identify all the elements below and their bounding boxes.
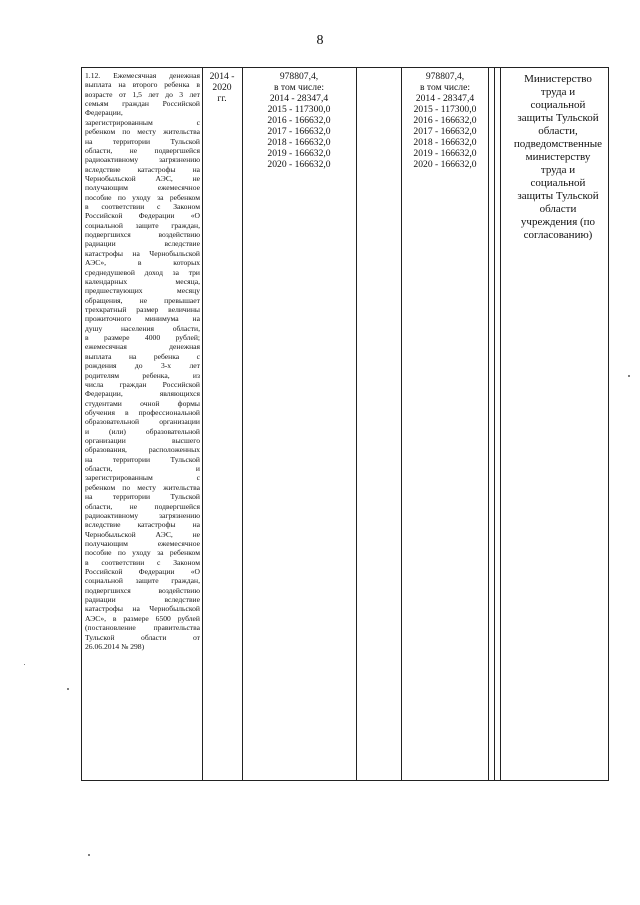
- text-line: согласованию): [523, 229, 593, 241]
- text-line: труда и: [540, 86, 576, 98]
- text-line: гг.: [217, 93, 227, 104]
- text-line: в соответствии с Законом: [85, 557, 200, 567]
- text-line: 2015 - 117300,0: [413, 104, 477, 115]
- measure-description-cell: [85, 71, 200, 651]
- text-line: 2016 - 166632,0: [267, 115, 331, 126]
- scan-speck: [88, 854, 90, 856]
- text-line: Министерство: [524, 73, 592, 85]
- text-line: семьям граждан Российской: [85, 99, 200, 109]
- text-line: на территории Тульской: [85, 454, 200, 464]
- text-line: Российской Федерации «О: [85, 211, 200, 221]
- text-line: 2020 - 166632,0: [413, 159, 477, 170]
- text-line: 978807,4,: [279, 71, 319, 82]
- text-line: календарных месяца,: [85, 276, 200, 286]
- scan-speck: [24, 664, 25, 665]
- column-divider: [488, 68, 489, 780]
- text-line: родителям ребенка, из: [85, 370, 200, 380]
- text-line: образовательной организации: [85, 417, 200, 427]
- text-line: прожиточного минимума на: [85, 314, 200, 324]
- text-line: на территории Тульской: [85, 136, 200, 146]
- text-line: пособие по уходу за ребенком: [85, 192, 200, 202]
- scan-speck: [628, 375, 630, 377]
- column-divider: [242, 68, 243, 780]
- text-line: обращения, не превышает: [85, 295, 200, 305]
- text-line: труда и: [540, 164, 576, 176]
- text-line: выплата на ребенка с: [85, 351, 200, 361]
- text-line: 2014 - 28347,4: [415, 93, 475, 104]
- text-line: трехкратный размер величины: [85, 304, 200, 314]
- text-line: радиации вследствие: [85, 595, 200, 605]
- text-line: радиоактивному загрязнению: [85, 155, 200, 165]
- text-line: 2016 - 166632,0: [413, 115, 477, 126]
- text-line: возрасте от 1,5 лет до 3 лет: [85, 89, 200, 99]
- text-line: 2015 - 117300,0: [267, 104, 331, 115]
- text-line: катастрофы на Чернобыльской: [85, 248, 200, 258]
- funding-regional-cell: [402, 71, 488, 170]
- text-line: ежемесячная денежная: [85, 342, 200, 352]
- responsible-executor-cell: [508, 73, 608, 242]
- text-line: 2017 - 166632,0: [267, 126, 331, 137]
- text-line: числа граждан Российской: [85, 379, 200, 389]
- text-line: социальной: [530, 99, 586, 111]
- text-line: подвергшихся воздействию: [85, 230, 200, 240]
- text-line: в размере 4000 рублей;: [85, 333, 200, 343]
- text-line: ребенком по месту жительства: [85, 482, 200, 492]
- text-line: 978807,4,: [425, 71, 465, 82]
- text-line: 2018 - 166632,0: [267, 137, 331, 148]
- text-line: 2014 - 28347,4: [269, 93, 329, 104]
- text-line: 1.12. Ежемесячная денежная: [85, 71, 200, 80]
- text-line: в том числе:: [419, 82, 470, 93]
- text-line: вследствие катастрофы на: [85, 164, 200, 174]
- column-divider: [356, 68, 357, 780]
- text-line: вследствие катастрофы на: [85, 520, 200, 530]
- text-line: среднедушевой доход за три: [85, 267, 200, 277]
- text-line: области, не подвергшейся: [85, 501, 200, 511]
- text-line: 2020 - 166632,0: [267, 159, 331, 170]
- text-line: 2017 - 166632,0: [413, 126, 477, 137]
- text-line: Чернобыльской АЭС, не: [85, 529, 200, 539]
- text-line: душу населения области,: [85, 323, 200, 333]
- funding-total-cell: [252, 71, 346, 170]
- text-line: подвергшихся воздействию: [85, 585, 200, 595]
- text-line: области,: [538, 125, 578, 137]
- text-line: защиты Тульской: [517, 190, 599, 202]
- text-line: Федерации,: [85, 108, 123, 118]
- text-line: АЭС», в которых: [85, 258, 200, 268]
- text-line: зарегистрированным с: [85, 473, 200, 483]
- text-line: рождения до 3-х лет: [85, 361, 200, 371]
- text-line: радиации вследствие: [85, 239, 200, 249]
- text-line: области, и: [85, 464, 200, 474]
- text-line: 2019 - 166632,0: [413, 148, 477, 159]
- text-line: получающим ежемесячное: [85, 538, 200, 548]
- text-line: радиоактивному загрязнению: [85, 510, 200, 520]
- text-line: Чернобыльской АЭС, не: [85, 173, 200, 183]
- text-line: обучения в профессиональной: [85, 407, 200, 417]
- text-line: 2014 -: [209, 71, 235, 82]
- text-line: в том числе:: [273, 82, 324, 93]
- text-line: пособие по уходу за ребенком: [85, 548, 200, 558]
- text-line: организации высшего: [85, 436, 200, 446]
- text-line: министерству: [525, 151, 591, 163]
- text-line: предшествующих месяцу: [85, 286, 200, 296]
- text-line: 26.06.2014 № 298): [85, 641, 145, 651]
- text-line: социальной: [530, 177, 586, 189]
- text-line: Федерации, являющихся: [85, 389, 200, 399]
- text-line: Российской Федерации «О: [85, 567, 200, 577]
- page-number: 8: [316, 33, 324, 48]
- text-line: получающим ежемесячное: [85, 183, 200, 193]
- text-line: зарегистрированным с: [85, 117, 200, 127]
- text-line: учреждения (по: [520, 216, 596, 228]
- text-line: Тульской области от: [85, 632, 200, 642]
- period-cell: [204, 71, 240, 104]
- column-divider: [401, 68, 402, 780]
- text-line: катастрофы на Чернобыльской: [85, 604, 200, 614]
- text-line: 2020: [212, 82, 232, 93]
- text-line: защиты Тульской: [517, 112, 599, 124]
- column-divider: [202, 68, 203, 780]
- text-line: области, не подвергшейся: [85, 145, 200, 155]
- text-line: 2019 - 166632,0: [267, 148, 331, 159]
- column-divider: [500, 68, 501, 780]
- text-line: социальной защите граждан,: [85, 220, 200, 230]
- text-line: ребенком по месту жительства: [85, 127, 200, 137]
- program-table: [81, 67, 609, 781]
- scan-speck: [67, 688, 69, 690]
- text-line: выплата на второго ребенка в: [85, 80, 200, 90]
- text-line: студентами очной формы: [85, 398, 200, 408]
- text-line: АЭС», в размере 6500 рублей: [85, 613, 200, 623]
- text-line: образования, расположенных: [85, 445, 200, 455]
- text-line: на территории Тульской: [85, 492, 200, 502]
- text-line: в соответствии с Законом: [85, 202, 200, 212]
- text-line: области: [539, 203, 577, 215]
- text-line: 2018 - 166632,0: [413, 137, 477, 148]
- text-line: и (или) образовательной: [85, 426, 200, 436]
- text-line: (постановление правительства: [85, 623, 200, 633]
- text-line: подведомственные: [513, 138, 603, 150]
- column-divider: [494, 68, 495, 780]
- text-line: социальной защите граждан,: [85, 576, 200, 586]
